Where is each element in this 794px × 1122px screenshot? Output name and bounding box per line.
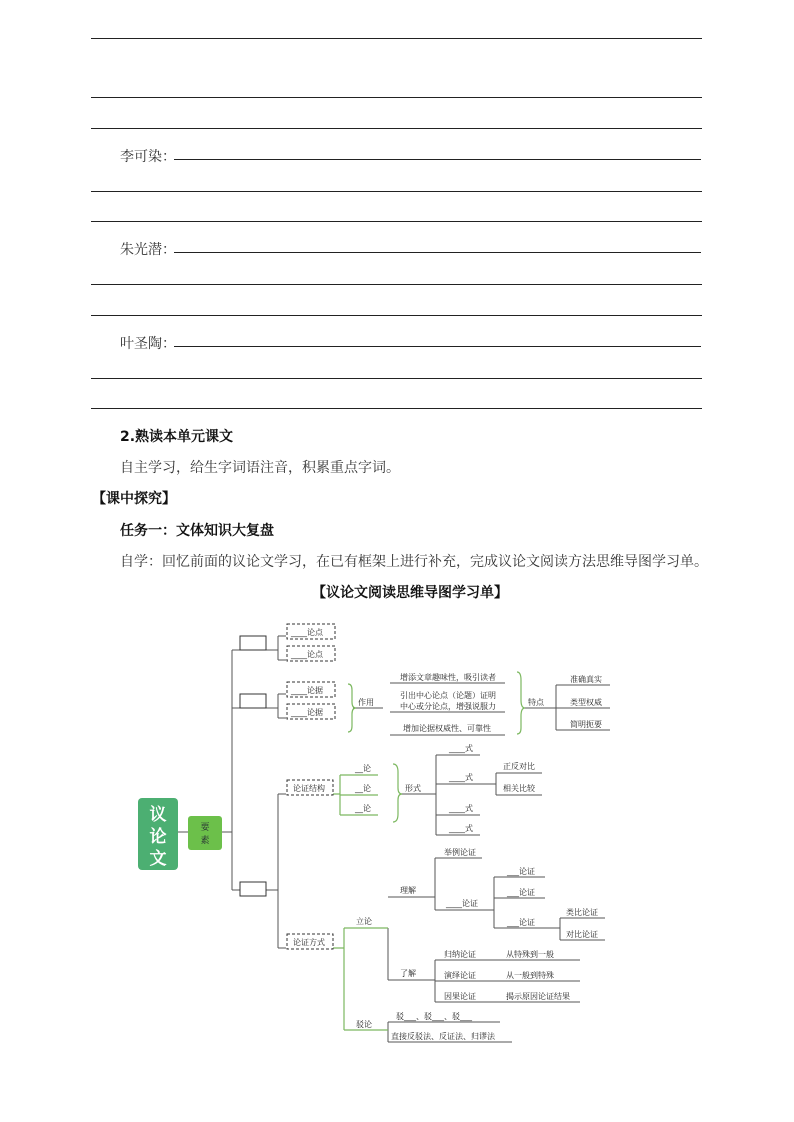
rule-line — [91, 378, 702, 379]
effect-item: 增添文章趣味性，吸引读者 — [400, 673, 496, 682]
feature-item: 简明扼要 — [570, 720, 602, 729]
rule-line — [91, 191, 702, 192]
root-char: 议 — [149, 805, 167, 825]
method-desc: 从特殊到一般 — [506, 950, 554, 959]
answer-row-yeshengtao — [120, 333, 176, 353]
mindmap-title: 【议论文阅读思维导图学习单】 — [312, 585, 508, 601]
method-blank: ___论证 — [507, 918, 535, 927]
lijie-label: 理解 — [400, 886, 416, 895]
answer-input-line[interactable] — [174, 252, 701, 253]
method-label: 论证方式 — [293, 938, 325, 947]
blank-box[interactable] — [240, 694, 266, 708]
answer-label: 朱光潜： — [120, 242, 176, 258]
rule-line — [91, 221, 702, 222]
lun-blank: __论 — [355, 764, 371, 773]
answer-label: 叶圣陶： — [120, 336, 176, 352]
method-item: 演绎论证 — [444, 971, 476, 980]
lilun-label: 立论 — [356, 917, 372, 926]
method-desc: 从一般到特殊 — [506, 971, 554, 980]
effect-item: 中心或分论点，增强说服力 — [400, 702, 496, 711]
method-item: 归纳论证 — [444, 950, 476, 959]
lundian-central: ____论点 — [291, 628, 323, 637]
lunju-theory: ____论据 — [291, 708, 323, 717]
bolun-item: 驳___、驳___、驳___ — [396, 1012, 472, 1021]
duibi-item: 正反对比 — [503, 762, 535, 771]
answer-label: 李可染： — [120, 149, 176, 165]
answer-row-likeran — [120, 146, 176, 166]
structure-label: 论证结构 — [293, 784, 325, 793]
rule-line — [91, 97, 702, 98]
shi-blank: ____式 — [449, 744, 473, 753]
answer-input-line[interactable] — [174, 346, 701, 347]
yaosu-char: 素 — [200, 836, 210, 846]
answer-input-line[interactable] — [174, 159, 701, 160]
inclass-heading: 【课中探究】 — [92, 491, 176, 507]
section-text: 自主学习，给生字词语注音，积累重点字词。 — [120, 460, 400, 476]
feature-item: 类型权威 — [570, 698, 602, 707]
lun-blank: __论 — [355, 784, 371, 793]
tedian-label: 特点 — [528, 698, 544, 707]
answer-row-zhuguangqian — [120, 239, 176, 259]
xingshi-label: 形式 — [405, 784, 421, 793]
shi-blank: ____式 — [449, 824, 473, 833]
bolun-item: 直接反驳法、反证法、归谬法 — [391, 1032, 495, 1041]
method-blank: ___论证 — [507, 888, 535, 897]
mindmap-diagram — [0, 600, 794, 1060]
feature-item: 准确真实 — [570, 675, 602, 684]
method-item: 对比论证 — [566, 930, 598, 939]
yaosu-char: 要 — [200, 823, 210, 833]
lunju-fact: ____论据 — [291, 686, 323, 695]
zuoyong-label: 作用 — [358, 698, 374, 707]
shi-blank: ____式 — [449, 804, 473, 813]
method-desc: 揭示原因论证结果 — [506, 992, 570, 1001]
method-item: 因果论证 — [444, 992, 476, 1001]
task-heading: 任务一：文体知识大复盘 — [120, 523, 274, 539]
effect-item: 引出中心论点（论题）证明 — [400, 691, 496, 700]
lundian-sub: ____论点 — [291, 650, 323, 659]
bolun-label: 驳论 — [356, 1020, 372, 1029]
duibi-item: 相关比较 — [503, 784, 535, 793]
liaojie-label: 了解 — [400, 969, 416, 978]
effect-item: 增加论据权威性、可靠性 — [403, 724, 491, 733]
root-char: 文 — [149, 849, 167, 869]
section-heading: 2.熟读本单元课文 — [120, 429, 234, 445]
instruction-text: 自学：回忆前面的议论文学习，在已有框架上进行补充，完成议论文阅读方法思维导图学习单。 — [120, 554, 708, 570]
method-item: 类比论证 — [566, 908, 598, 917]
method-item: 举例论证 — [444, 848, 476, 857]
method-blank: ___论证 — [507, 867, 535, 876]
rule-line — [91, 284, 702, 285]
rule-line — [91, 315, 702, 316]
shi-blank: ____式 — [449, 773, 473, 782]
lun-blank: __论 — [355, 804, 371, 813]
blank-box[interactable] — [240, 882, 266, 896]
method-blank: ____论证 — [446, 899, 478, 908]
blank-box[interactable] — [240, 636, 266, 650]
rule-line — [91, 128, 702, 129]
rule-line — [91, 408, 702, 409]
rule-line — [91, 38, 702, 39]
root-char: 论 — [149, 827, 167, 847]
